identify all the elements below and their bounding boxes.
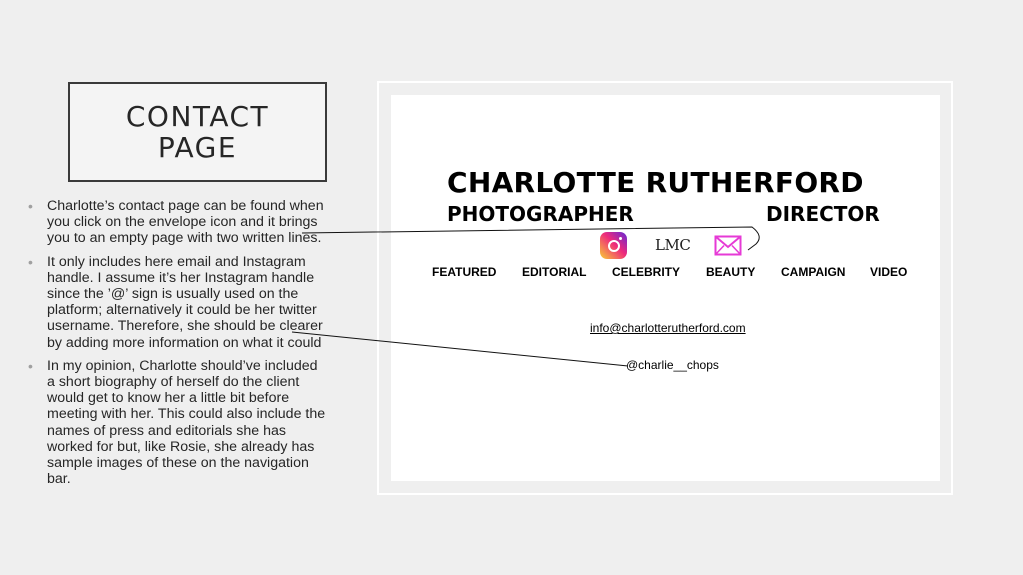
nav-video[interactable]: VIDEO [870, 265, 908, 279]
nav-featured[interactable]: FEATURED [432, 265, 497, 279]
site-logo[interactable]: LMC [655, 236, 691, 254]
site-role-photographer: PHOTOGRAPHER [447, 202, 634, 226]
arrow-to-envelope-icon [302, 227, 759, 250]
instagram-handle: @charlie__chops [626, 358, 719, 372]
title-line-2: PAGE [157, 131, 238, 164]
nav-beauty[interactable]: BEAUTY [706, 265, 756, 279]
site-role-director: DIRECTOR [766, 202, 880, 226]
bullet-1: • Charlotte’s contact page can be found when you click on the envelope icon and it brings you to an empty page with two written lines. [28, 198, 328, 247]
bullet-3: • In my opinion, Charlotte should’ve included a short biography of herself do the client would get to know her a little bit before meeting with her. This could also include the names of press and editorials she has worked for but, like Rosie, she already has sample images of these on the navigation bar. [28, 358, 328, 488]
bullet-2: • It only includes here email and Instagram handle. I assume it’s her Instagram handle since the ’@’ sign is usually used on the platform; alternatively it could be her twitter username. Therefore, she should be clearer by adding more information on what it could [28, 254, 328, 351]
arrow-to-instagram-handle [292, 332, 628, 366]
site-name: CHARLOTTE RUTHERFORD [447, 166, 864, 199]
contact-email[interactable]: info@charlotterutherford.com [590, 321, 746, 335]
nav-celebrity[interactable]: CELEBRITY [612, 265, 681, 279]
nav-editorial[interactable]: EDITORIAL [522, 265, 587, 279]
title-line-1: CONTACT [125, 100, 270, 133]
nav-campaign[interactable]: CAMPAIGN [781, 265, 846, 279]
